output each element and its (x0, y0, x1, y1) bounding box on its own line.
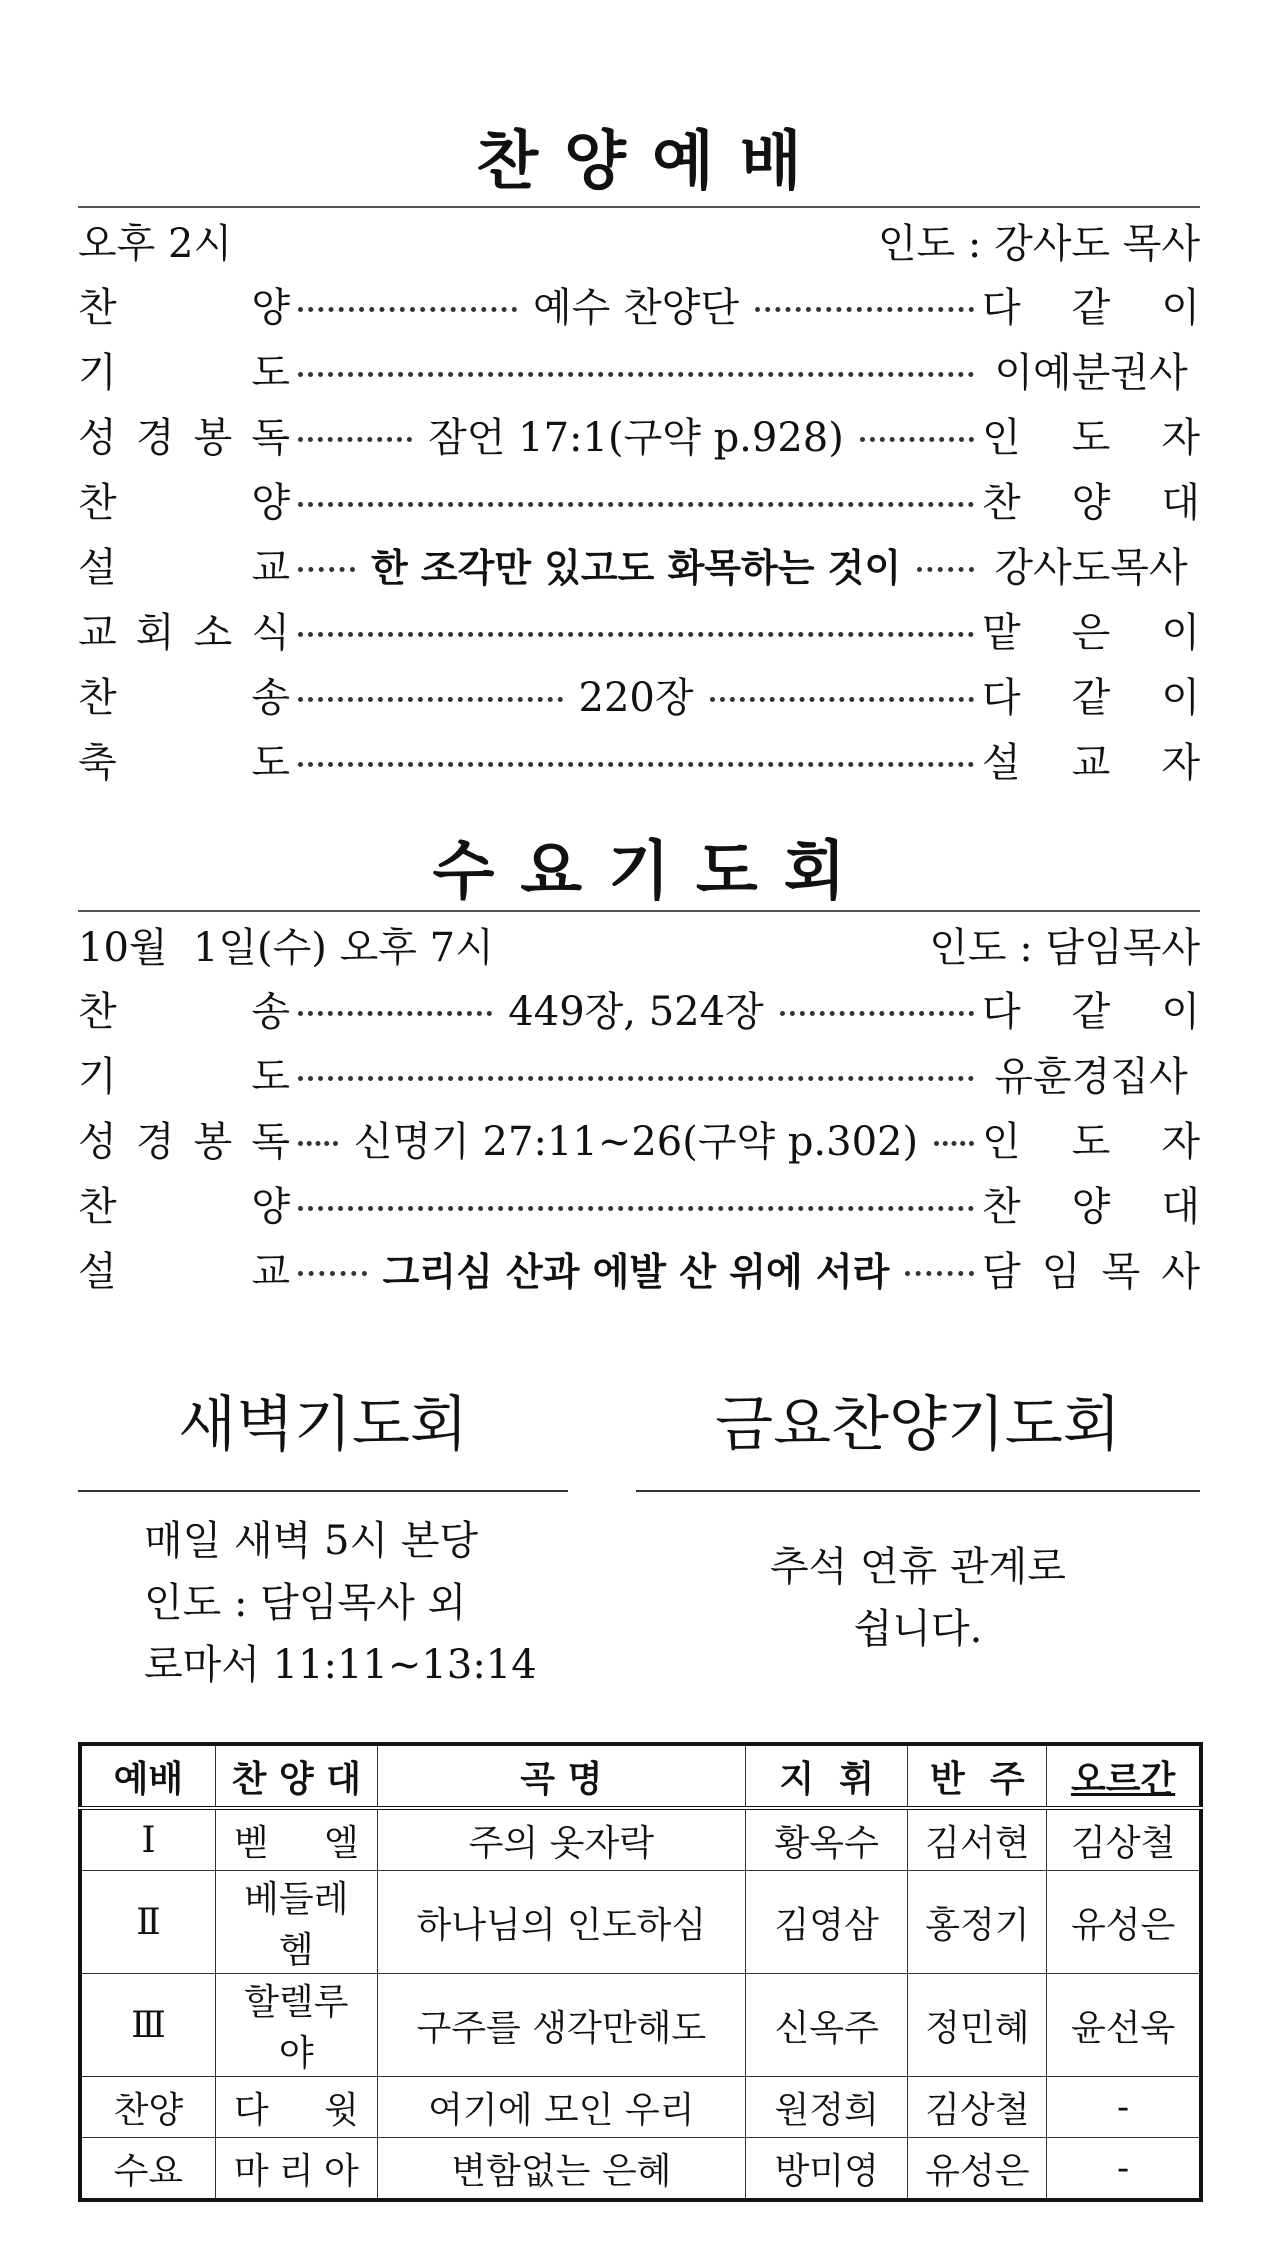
roster-accompanist: 김서현 (908, 1808, 1047, 1871)
wednesday-service-section (78, 835, 1200, 1301)
order-label-char: 기 (78, 1054, 117, 1100)
order-label-char: 성 (78, 415, 117, 461)
order-item-person (982, 666, 1200, 723)
roster-row (80, 1871, 1201, 1974)
order-item-content: 한 조각만 있고도 화목하는 것이 (370, 546, 902, 590)
order-item-person (982, 731, 1200, 788)
roster-service: 수요 (80, 2138, 215, 2201)
order-person-char: 맡 (982, 610, 1021, 656)
order-item-content: 예수 찬양단 (533, 285, 739, 331)
order-label-char: 독 (251, 415, 290, 461)
order-item-content: 그리심 산과 에발 산 위에 서라 (382, 1250, 890, 1294)
order-item (78, 337, 1200, 402)
order-item (78, 662, 1200, 727)
order-item-leader-line (290, 1110, 982, 1167)
order-item-label (78, 1175, 290, 1232)
roster-choir-name (216, 2082, 377, 2133)
roster-service: Ⅲ (80, 1974, 215, 2077)
wednesday-service-title: 수요기도회 (432, 835, 872, 909)
order-label-char: 양 (251, 480, 290, 526)
order-label-char: 식 (251, 610, 290, 656)
order-label-char: 독 (251, 1119, 290, 1165)
order-item-leader-line (290, 362, 982, 377)
order-person-char: 은 (1071, 610, 1111, 656)
praise-service-leader: 인도 : 강사도 목사 (877, 220, 1200, 267)
wednesday-service-time: 10월 1일(수) 오후 7시 (78, 924, 494, 971)
roster-row (80, 1808, 1201, 1871)
order-item-label (78, 1240, 290, 1297)
order-person-char: 설 (982, 740, 1021, 786)
order-person-char: 대 (1161, 1184, 1200, 1230)
roster-header-row (80, 1744, 1201, 1808)
roster-choir (215, 1808, 377, 1871)
roster-song: 여기에 모인 우리 (377, 2077, 745, 2138)
order-person-char: 찬 (982, 480, 1021, 526)
praise-service-info (78, 208, 1200, 272)
roster-choir-char: 아 (323, 2150, 359, 2192)
praise-service-title: 찬양예배 (476, 125, 828, 199)
order-item-label (78, 406, 290, 463)
order-label-char: 찬 (78, 1184, 117, 1230)
roster-choir-char: 할렐루야 (244, 1982, 349, 2074)
order-person-char: 인 (982, 415, 1021, 461)
dot-leader (298, 1141, 338, 1146)
roster-choir-name (216, 1815, 377, 1866)
prayer-meetings (78, 1380, 1200, 1700)
order-item-label (78, 601, 290, 658)
friday-prayer-title: 금요찬양기도회 (636, 1380, 1200, 1492)
roster-conductor: 방미영 (745, 2138, 908, 2201)
dot-leader (298, 437, 412, 442)
order-label-char: 회 (135, 610, 175, 656)
order-item-leader-line (290, 492, 982, 507)
order-label-char: 설 (78, 545, 117, 591)
order-item (78, 467, 1200, 532)
dawn-prayer-details (78, 1492, 568, 1696)
order-label-char: 찬 (78, 480, 117, 526)
order-item (78, 532, 1200, 597)
order-item-label (78, 731, 290, 788)
wednesday-service-leader: 인도 : 담임목사 (929, 924, 1200, 971)
order-item-content: 잠언 17:1(구약 p.928) (428, 415, 844, 461)
header-service: 예배 (80, 1744, 215, 1808)
dot-leader (298, 1206, 974, 1211)
order-person-char: 교 (1071, 740, 1111, 786)
order-person-char: 같 (1071, 675, 1111, 721)
order-person-char: 담 (982, 1249, 1021, 1295)
order-item (78, 1171, 1200, 1236)
order-item-leader-line (290, 752, 982, 767)
dot-leader (298, 697, 563, 702)
order-item-content: 신명기 27:11~26(구약 p.302) (353, 1119, 919, 1165)
dot-leader (298, 372, 974, 377)
order-label-char: 축 (78, 740, 117, 786)
roster-organ: - (1047, 2138, 1201, 2201)
dot-leader (298, 632, 974, 637)
order-item-label (78, 276, 290, 333)
order-person-char: 이 (1161, 285, 1200, 331)
order-label-char: 찬 (78, 675, 117, 721)
order-item-leader-line (290, 406, 982, 463)
order-person-char: 유훈경집사 (994, 1054, 1188, 1100)
roster-choir-char: 벧 (233, 1822, 269, 1864)
order-label-char: 소 (193, 610, 233, 656)
order-item-label (78, 341, 290, 398)
order-item-leader-line (290, 276, 982, 333)
roster-choir (215, 2138, 377, 2201)
order-person-char: 사 (1161, 1249, 1200, 1295)
order-item-label (78, 471, 290, 528)
roster-body (80, 1808, 1201, 2200)
dot-leader (298, 1076, 974, 1081)
order-item-person (982, 471, 1200, 528)
roster-conductor: 신옥주 (745, 1974, 908, 2077)
order-item (78, 597, 1200, 662)
praise-service-order (78, 272, 1200, 792)
roster-choir (215, 2077, 377, 2138)
order-person-char: 이 (1161, 675, 1200, 721)
roster-row (80, 2138, 1201, 2201)
roster-choir (215, 1871, 377, 1974)
roster-conductor: 김영삼 (745, 1871, 908, 1974)
order-item (78, 402, 1200, 467)
choir-roster-table (78, 1742, 1203, 2202)
praise-service-time: 오후 2시 (78, 220, 233, 267)
order-item-person (982, 601, 1200, 658)
order-label-char: 기 (78, 350, 117, 396)
friday-prayer-line: 쉽니다. (853, 1606, 983, 1652)
order-person-char: 양 (1071, 1184, 1111, 1230)
order-person-char: 이 (1161, 989, 1200, 1035)
order-label-char: 교 (251, 545, 290, 591)
order-item-content: 220장 (578, 675, 694, 721)
order-person-char: 자 (1161, 415, 1200, 461)
order-person-char: 다 (982, 989, 1021, 1035)
dot-leader (860, 437, 974, 442)
order-item-label (78, 666, 290, 723)
dot-leader (710, 697, 975, 702)
praise-service-section (78, 125, 1200, 792)
order-item-label (78, 536, 290, 593)
order-person-char: 이 (1161, 610, 1200, 656)
roster-song: 구주를 생각만해도 (377, 1974, 745, 2077)
dot-leader (298, 1011, 492, 1016)
dot-leader (298, 502, 974, 507)
dot-leader (780, 1011, 974, 1016)
order-item-person (982, 1240, 1200, 1297)
order-person-char: 대 (1161, 480, 1200, 526)
order-person-char: 다 (982, 675, 1021, 721)
roster-organ: 유성은 (1047, 1871, 1201, 1974)
order-item-leader-line (290, 1241, 982, 1296)
roster-song: 하나님의 인도하심 (377, 1871, 745, 1974)
roster-organ: 김상철 (1047, 1808, 1201, 1871)
roster-choir-name (216, 1974, 377, 2076)
roster-choir-name (216, 2143, 377, 2194)
dot-leader (917, 567, 974, 572)
header-choir: 찬 양 대 (215, 1744, 377, 1808)
order-item (78, 1106, 1200, 1171)
order-item-person (982, 536, 1200, 593)
order-item (78, 727, 1200, 792)
order-label-char: 경 (135, 1119, 175, 1165)
header-accompanist: 반 주 (908, 1744, 1047, 1808)
dot-leader (934, 1141, 974, 1146)
dot-leader (298, 567, 355, 572)
order-item-content: 449장, 524장 (508, 989, 764, 1035)
order-label-char: 도 (251, 1054, 290, 1100)
order-item-leader-line (290, 666, 982, 723)
order-item-leader-line (290, 1196, 982, 1211)
roster-service: Ⅱ (80, 1871, 215, 1974)
order-label-char: 봉 (193, 415, 233, 461)
order-label-char: 찬 (78, 285, 117, 331)
header-conductor: 지 휘 (745, 1744, 908, 1808)
order-item-leader-line (290, 1066, 982, 1081)
roster-song: 변함없는 은혜 (377, 2138, 745, 2201)
friday-prayer-line: 추석 연휴 관계로 (770, 1544, 1066, 1590)
order-label-char: 봉 (193, 1119, 233, 1165)
order-person-char: 인 (982, 1119, 1021, 1165)
order-person-char: 자 (1161, 1119, 1200, 1165)
dawn-prayer-line: 로마서 11:11~13:14 (144, 1642, 537, 1688)
roster-row (80, 2077, 1201, 2138)
order-item-person (982, 341, 1200, 398)
roster-choir-char: 베들레헴 (244, 1879, 349, 1971)
dawn-prayer-title: 새벽기도회 (78, 1380, 568, 1492)
friday-prayer-box (636, 1380, 1200, 1700)
header-organ-label: 오르간 (1070, 1758, 1176, 1800)
order-item-person (982, 406, 1200, 463)
order-item (78, 272, 1200, 337)
order-person-char: 임 (1041, 1249, 1081, 1295)
order-label-char: 교 (78, 610, 117, 656)
roster-accompanist: 김상철 (908, 2077, 1047, 2138)
order-person-char: 다 (982, 285, 1021, 331)
wednesday-service-info (78, 912, 1200, 976)
order-item-leader-line (290, 622, 982, 637)
header-song: 곡 명 (377, 1744, 745, 1808)
dot-leader (298, 1271, 367, 1276)
order-person-char: 도 (1071, 415, 1111, 461)
order-label-char: 송 (251, 989, 290, 1035)
order-label-char: 설 (78, 1249, 117, 1295)
roster-row (80, 1974, 1201, 2077)
order-item-person (982, 1110, 1200, 1167)
order-person-char: 이예분권사 (994, 350, 1188, 396)
roster-service: Ⅰ (80, 1808, 215, 1871)
roster-choir (215, 1974, 377, 2077)
order-item-person (982, 276, 1200, 333)
order-label-char: 교 (251, 1249, 290, 1295)
roster-conductor: 원정희 (745, 2077, 908, 2138)
order-person-char: 도 (1071, 1119, 1111, 1165)
order-label-char: 성 (78, 1119, 117, 1165)
order-person-char: 같 (1071, 285, 1111, 331)
order-item-label (78, 1110, 290, 1167)
order-label-char: 도 (251, 350, 290, 396)
praise-service-header (78, 125, 1200, 208)
roster-organ: 윤선욱 (1047, 1974, 1201, 2077)
order-person-char: 같 (1071, 989, 1111, 1035)
roster-choir-char: 리 (278, 2150, 314, 2192)
dot-leader (298, 762, 974, 767)
order-item-leader-line (290, 980, 982, 1037)
order-item-leader-line (290, 537, 982, 592)
order-item-person (982, 980, 1200, 1037)
order-person-char: 자 (1161, 740, 1200, 786)
order-item (78, 976, 1200, 1041)
dawn-prayer-box (78, 1380, 568, 1700)
roster-accompanist: 정민혜 (908, 1974, 1047, 2077)
wednesday-service-header (78, 835, 1200, 912)
order-label-char: 양 (251, 1184, 290, 1230)
order-label-char: 송 (251, 675, 290, 721)
order-item (78, 1041, 1200, 1106)
roster-song: 주의 옷자락 (377, 1808, 745, 1871)
roster-choir-name (216, 1871, 377, 1973)
order-item (78, 1236, 1200, 1301)
order-label-char: 찬 (78, 989, 117, 1035)
order-item-person (982, 1175, 1200, 1232)
header-organ (1047, 1744, 1201, 1808)
roster-service: 찬양 (80, 2077, 215, 2138)
roster-choir-char: 다 (233, 2089, 269, 2131)
roster-choir-char: 윗 (323, 2089, 359, 2131)
order-label-char: 도 (251, 740, 290, 786)
order-item-label (78, 1045, 290, 1102)
roster-accompanist: 홍정기 (908, 1871, 1047, 1974)
order-person-char: 양 (1071, 480, 1111, 526)
order-person-char: 찬 (982, 1184, 1021, 1230)
roster-organ: - (1047, 2077, 1201, 2138)
roster-accompanist: 유성은 (908, 2138, 1047, 2201)
dot-leader (755, 307, 974, 312)
dot-leader (298, 307, 517, 312)
wednesday-service-order (78, 976, 1200, 1301)
roster-choir-char: 마 (233, 2150, 269, 2192)
dawn-prayer-line: 매일 새벽 5시 본당 (144, 1518, 479, 1564)
roster-choir-char: 엘 (323, 1822, 359, 1864)
order-item-label (78, 980, 290, 1037)
friday-prayer-details (636, 1492, 1200, 1660)
order-person-char: 강사도목사 (994, 545, 1188, 591)
order-person-char: 목 (1101, 1249, 1141, 1295)
roster-conductor: 황옥수 (745, 1808, 908, 1871)
order-label-char: 양 (251, 285, 290, 331)
order-item-person (982, 1045, 1200, 1102)
dawn-prayer-line: 인도 : 담임목사 외 (144, 1580, 467, 1626)
order-label-char: 경 (135, 415, 175, 461)
dot-leader (905, 1271, 974, 1276)
